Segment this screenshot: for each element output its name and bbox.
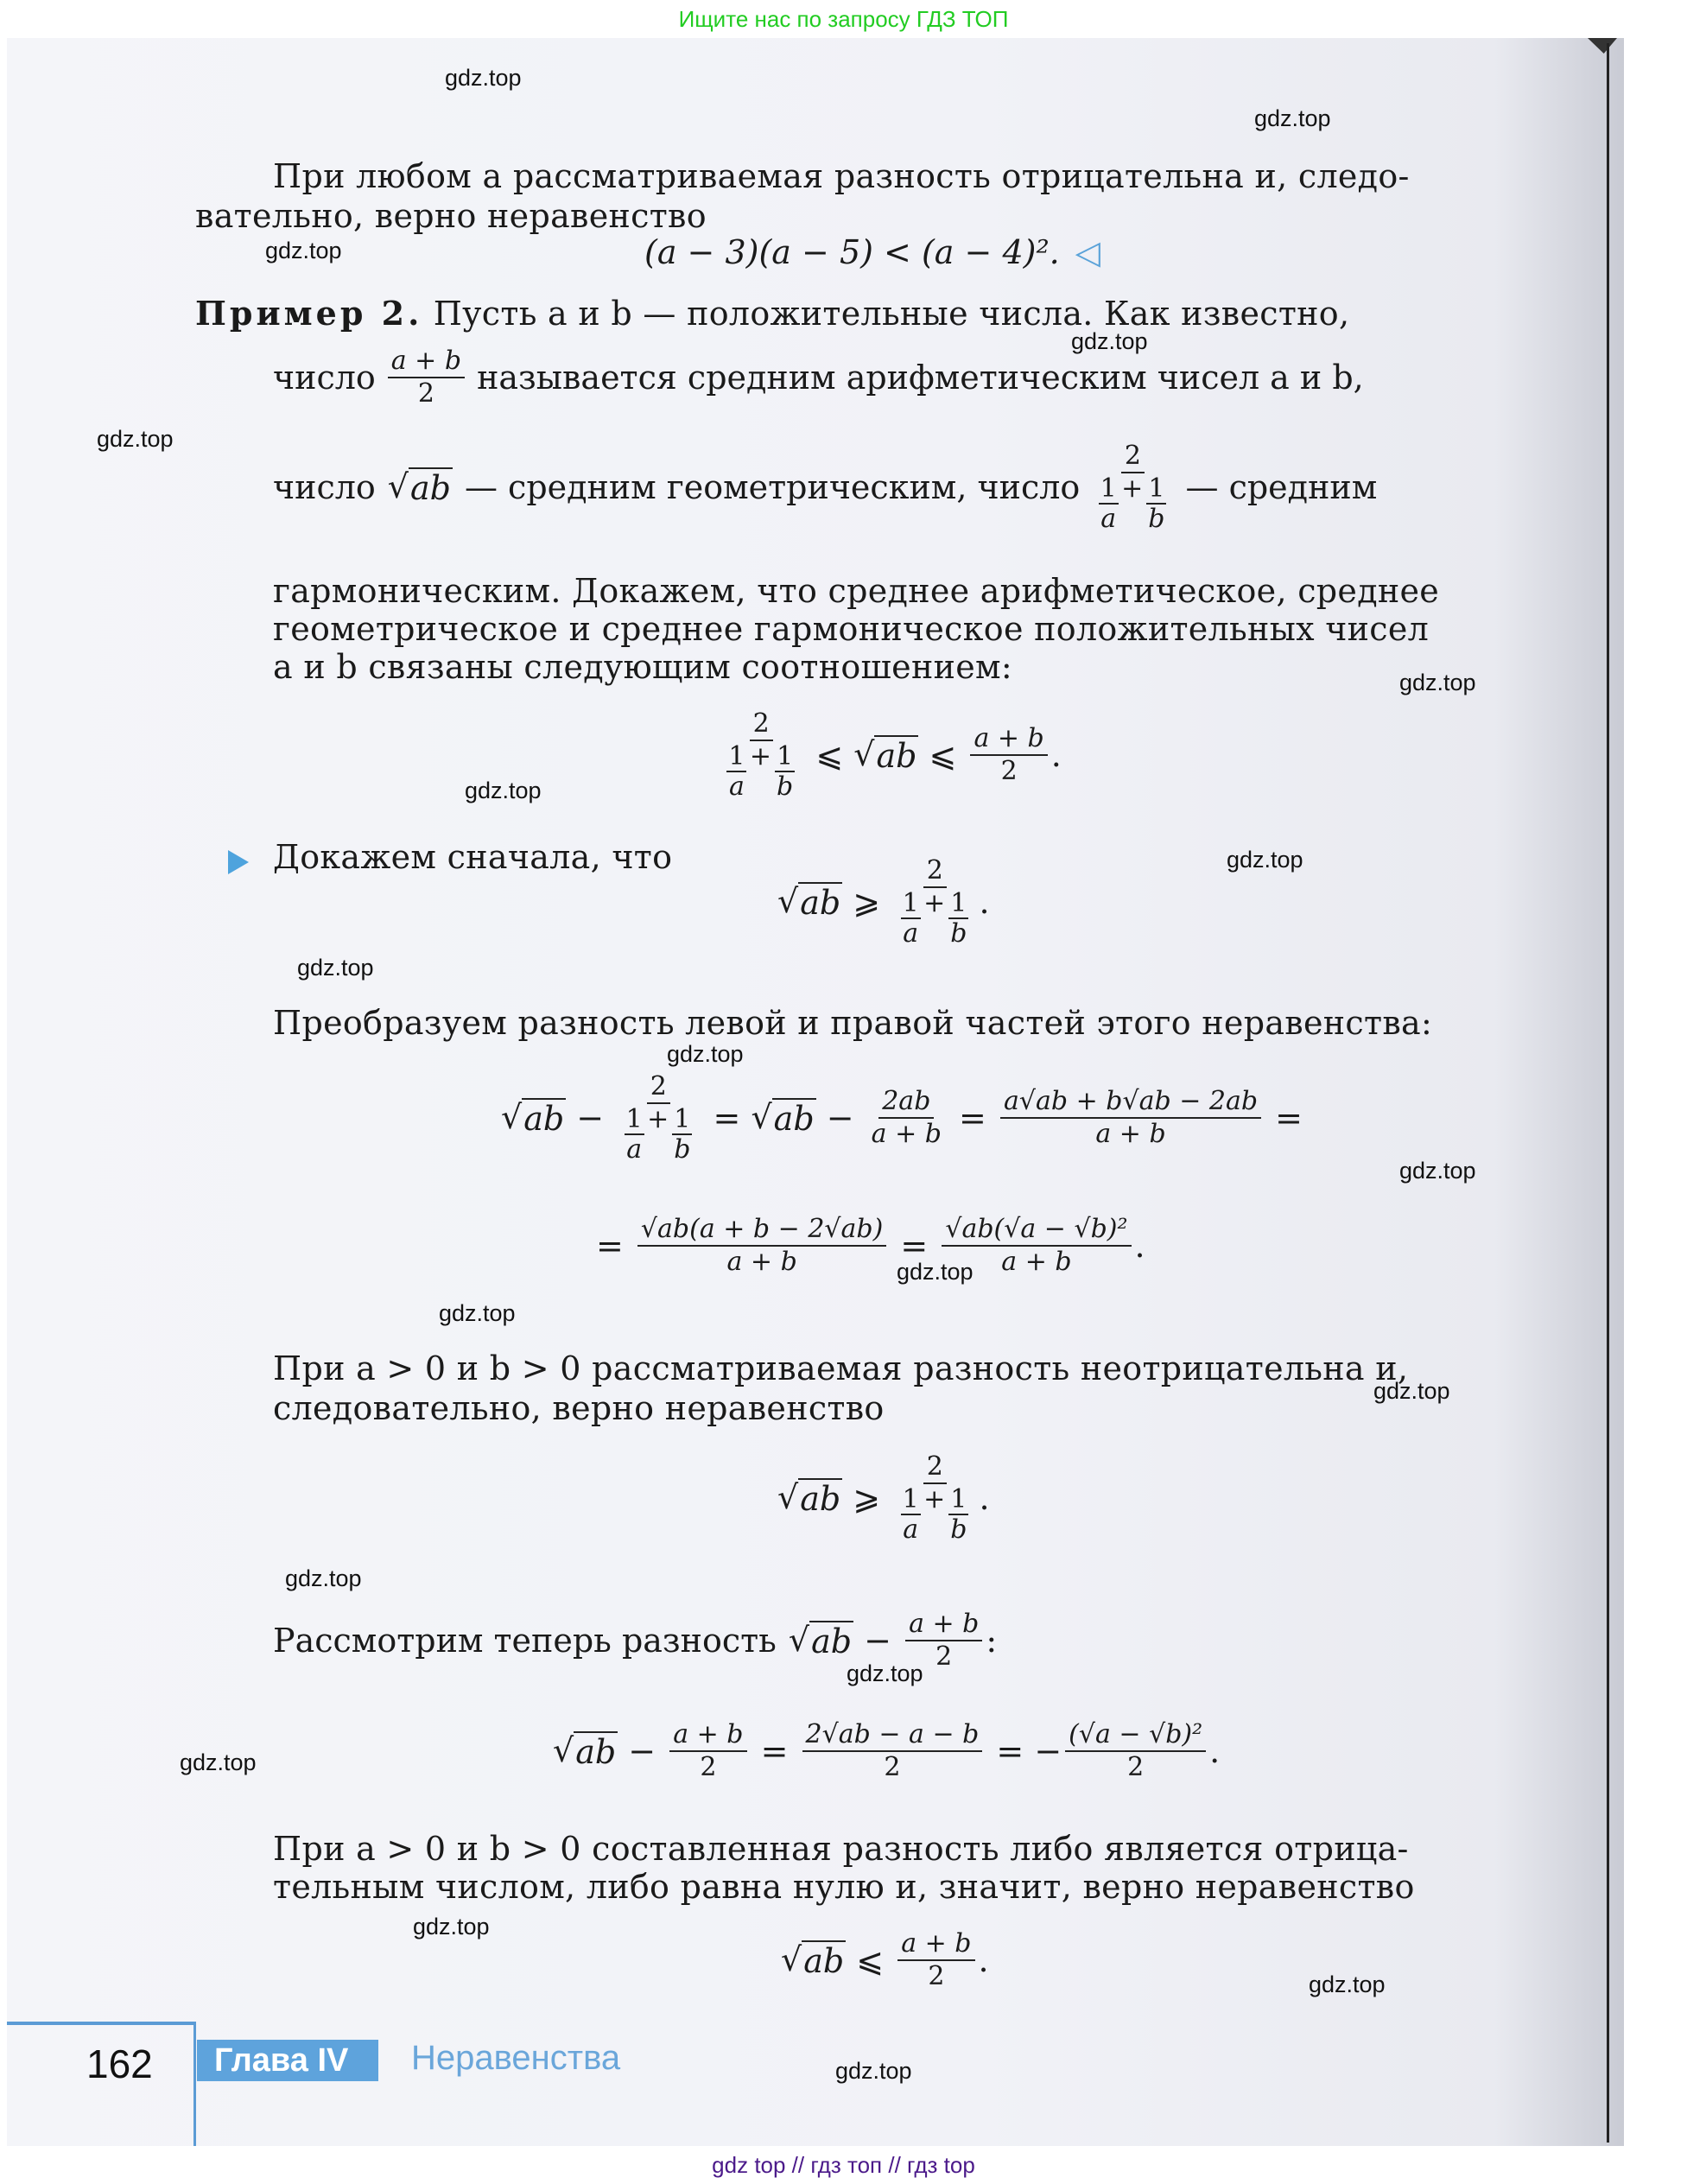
inequality-geo-ge-harm: √ ab ⩾ 2 $\frac{1}{a}$ + $\frac{1}{b}$ . [777,855,990,949]
paragraph-line: Докажем сначала, что [273,838,673,876]
watermark: gdz.top [847,1660,923,1686]
paragraph-line: вательно, верно неравенство [195,197,707,235]
numerator: a + b [905,1609,982,1641]
watermark: gdz.top [1309,1971,1386,1997]
watermark: gdz.top [1399,670,1476,695]
geometric-mean-line [273,441,1377,533]
text: — средним [1185,467,1378,506]
numerator: (√a − √b)² [1065,1719,1206,1752]
num: 1 [1100,473,1117,504]
bottom-banner[interactable]: gdz top // гдз топ // гдз top [712,2152,975,2178]
watermark: gdz.top [297,955,374,981]
numerator: √ab(a + b − 2√ab) [637,1214,886,1247]
watermark: gdz.top [180,1749,257,1775]
chapter-title: Неравенства [411,2039,621,2077]
watermark: gdz.top [1071,328,1148,354]
numerator: a + b [388,346,465,378]
paragraph-line: Преобразуем разность левой и правой частей этого неравенства: [273,1004,1433,1042]
paragraph-line: тельным числом, либо равна нулю и, значит, верно неравенство [273,1868,1415,1906]
chapter-label: Глава IV [197,2040,378,2081]
harmonic-fraction [1092,441,1173,533]
watermark: gdz.top [1227,847,1303,873]
num: 1 [1148,473,1165,504]
watermark: gdz.top [667,1041,744,1067]
denominator: a + b [871,1118,942,1149]
numerator: 2√ab − a − b [802,1719,983,1752]
denominator: a + b [726,1247,797,1277]
paragraph-line: гармоническим. Докажем, что среднее арифметическое, среднее [273,572,1440,610]
watermark: gdz.top [1254,105,1331,131]
consider-difference-line: Рассмотрим теперь разность √ ab − $\frac{a + b}{2}$ : [273,1609,998,1672]
sqrt-ab: √ ab [387,467,451,507]
watermark: gdz.top [445,65,522,91]
text: число [273,467,376,506]
fraction-a-plus-b-over-2 [388,346,465,410]
page-spine [1607,43,1609,2143]
footer-rule [7,2022,195,2025]
denominator: 2 [935,1641,953,1672]
watermark: gdz.top [1373,1378,1450,1404]
watermark: gdz.top [97,426,174,452]
example-label: Пример 2. [195,294,423,333]
transform-equation-line-1: √ ab − 2 $\frac{1}{a}$ + $\frac{1}{b}$ = √ ab − $\frac{2ab}{a + b}$ = $\frac{a√ab + b√ab - 2ab}{a + b}$ = [501,1071,1303,1165]
numerator: √ab(√a − √b)² [942,1214,1131,1247]
numerator: 2 [1121,441,1145,473]
den: a [1100,504,1117,534]
denominator: a + b [1095,1118,1166,1149]
numerator: a + b [669,1719,746,1752]
numerator: a√ab + b√ab − 2ab [1000,1086,1261,1119]
equation-text: (a − 3)(a − 5) < (a − 4)². [644,233,1060,271]
watermark: gdz.top [439,1300,516,1326]
paragraph-line: a и b связаны следующим соотношением: [273,648,1012,686]
text: — средним геометрическим, число [464,467,1081,506]
footer-divider [193,2022,196,2146]
watermark: gdz.top [265,238,342,263]
arithmetic-mean-line [273,346,1364,410]
paragraph-line: При a > 0 и b > 0 рассматриваемая разность неотрицательна и, [273,1349,1409,1387]
transform-equation-line-2: = $\frac{√ab(a + b - 2√ab)}{a + b}$ = $\frac{\text{√ab(√a − √b)²}}{a + b}$ . [596,1214,1145,1277]
numerator: 2ab [878,1086,934,1119]
watermark: gdz.top [1399,1158,1476,1184]
den: b [1148,504,1165,534]
paragraph-line: При a > 0 и b > 0 составленная разность либо является отрица- [273,1830,1409,1868]
text: называется средним арифметическим чисел a и b, [477,359,1364,397]
watermark: gdz.top [413,1914,490,1940]
denominator: 2 [417,378,434,409]
denominator: a + b [1001,1247,1072,1277]
radicand: ab [409,468,451,507]
page-number: 162 [86,2041,153,2086]
inequality-geo-ge-harm-result: √ ab ⩾ 2 $\frac{1}{a}$ + $\frac{1}{b}$ . [777,1451,990,1545]
watermark: gdz.top [897,1259,974,1285]
proof-start-triangle-icon [228,850,249,874]
consider-difference-equation: √ ab − $\frac{a + b}{2}$ = $\frac{2√ab - a - b}{2}$ = − $\frac{\text{(√a − √b)²}}{2}$ . [553,1719,1221,1782]
paragraph-line: Пусть a и b — положительные числа. Как известно, [433,295,1350,333]
watermark: gdz.top [465,778,542,803]
text: число [273,359,376,397]
paragraph-line: следовательно, верно неравенство [273,1389,885,1427]
top-banner[interactable]: Ищите нас по запросу ГДЗ ТОП [678,6,1009,32]
watermark: gdz.top [285,1565,362,1591]
equation-1 [644,233,1100,271]
paragraph-line: геометрическое и среднее гармоническое положительных чисел [273,610,1430,648]
inequality-geo-le-arith: √ ab ⩽ $\frac{a + b}{2}$ . [781,1928,989,1991]
watermark: gdz.top [835,2058,912,2084]
main-inequality: 2 $\frac{1}{a}$ + $\frac{1}{b}$ ⩽ √ ab ⩽ $\frac{a + b}{2}$ . [728,708,1062,802]
denominator: $\frac{1}{a}$ + $\frac{1}{b}$ [1092,473,1173,533]
text: Рассмотрим теперь разность [273,1622,777,1660]
paragraph-line: При любом a рассматриваемая разность отрицательна и, следо- [273,157,1410,195]
end-of-proof-triangle-icon: ◁ [1075,233,1100,271]
